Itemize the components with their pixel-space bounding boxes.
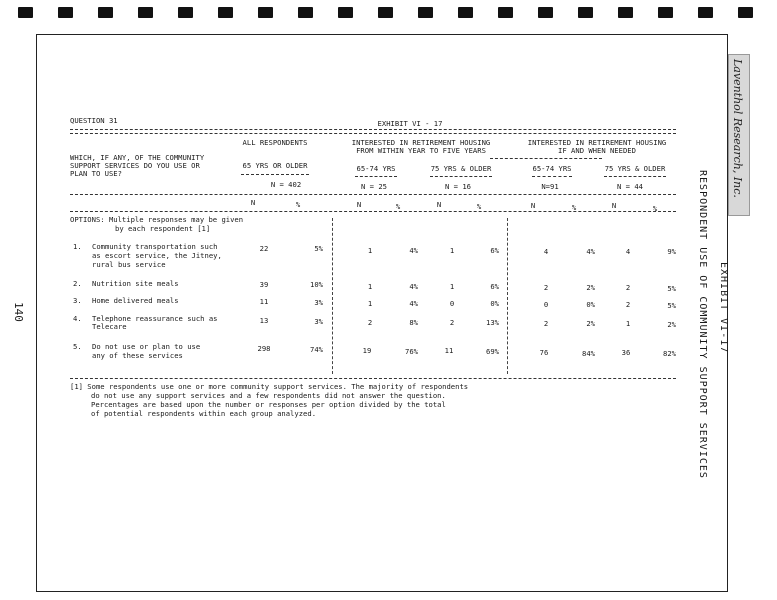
cell-value: 1 [367,246,373,255]
row-label-line: Nutrition site meals [92,279,179,288]
group-when-needed-line-2: IF AND WHEN NEEDED [558,146,636,155]
cell-value: 13 [259,316,269,325]
cell-value: 1 [625,319,631,328]
binder-hole [498,7,513,18]
binder-hole [218,7,233,18]
cell-value: 5% [314,244,323,253]
cell-value: 3% [314,298,323,307]
cell-value: 82% [663,349,676,358]
cell-value: 1 [449,246,455,255]
row-label-line: Telephone reassurance such as [92,314,218,323]
cell-value: 11 [444,346,454,355]
row-number: 5. [73,342,82,351]
binder-holes [0,7,777,21]
options-note-line-2: by each respondent [1] [115,224,211,233]
binder-hole [298,7,313,18]
cell-value: 2% [586,283,595,292]
binder-hole [658,7,673,18]
binder-hole [258,7,273,18]
cell-value: 4% [409,246,418,255]
cell-value: 2 [367,318,373,327]
subgroup-a-age: 65-74 YRS [356,164,396,173]
binder-hole [18,7,33,18]
cell-value: 22 [259,244,269,253]
cell-value: 19 [362,346,372,355]
group-five-years-line-1: INTERESTED IN RETIREMENT HOUSING [351,138,491,147]
exhibit-label: EXHIBIT VI - 17 [377,119,443,128]
cell-value: 1 [367,282,373,291]
cell-value: 5% [667,301,676,310]
subgroup-d-age: 75 YRS & OLDER [604,164,666,173]
cell-value: 298 [257,344,271,353]
cell-value: 4% [409,282,418,291]
row-label-line: Telecare [92,322,127,331]
binder-hole [138,7,153,18]
header-rule [70,194,676,195]
col-pct: % [295,200,301,209]
row-number: 3. [73,296,82,305]
cell-value: 76 [539,348,549,357]
cell-value: 74% [310,345,323,354]
col-pct: % [652,204,658,213]
cell-value: 76% [405,347,418,356]
col-n: N [530,201,536,210]
cell-value: 4% [586,247,595,256]
table-bottom-rule [70,378,676,379]
question-label: QUESTION 31 [70,116,118,125]
cell-value: 13% [486,318,499,327]
row-label-line: rural bus service [92,260,166,269]
cell-value: 9% [667,247,676,256]
subgroup-underline [430,176,492,177]
question-line-1: WHICH, IF ANY, OF THE COMMUNITY [70,153,205,162]
question-line-2: SUPPORT SERVICES DO YOU USE OR [70,161,200,170]
row-label-line: Do not use or plan to use [92,342,201,351]
binder-hole [538,7,553,18]
subgroup-underline [241,174,309,175]
binder-hole [578,7,593,18]
question-line-3: PLAN TO USE? [70,169,122,178]
col-pct: % [571,203,577,212]
page-frame [36,34,728,592]
company-logo [728,54,750,216]
binder-hole [98,7,113,18]
n-subgroup-b: N = 16 [445,182,471,191]
n-subgroup-d: N = 44 [617,182,643,191]
col-n: N [436,200,442,209]
binder-hole [178,7,193,18]
cell-value: 84% [582,349,595,358]
subgroup-b-age: 75 YRS & OLDER [430,164,492,173]
col-pct: % [476,202,482,211]
col-pct: % [395,202,401,211]
logo-text: Laventhol Research, Inc. [731,59,744,198]
subgroup-underline [355,176,397,177]
row-label-line: any of these services [92,351,183,360]
cell-value: 39 [259,280,269,289]
cell-value: 3% [314,317,323,326]
cell-value: 4 [625,247,631,256]
group-underline [490,158,602,159]
n-all: N = 402 [270,180,302,189]
binder-hole [338,7,353,18]
footnote-line: do not use any support services and a few respondents did not answer the question. [91,391,446,400]
binder-hole [698,7,713,18]
footnote-line: of potential respondents within each group analyzed. [91,409,317,418]
col-n: N [611,201,617,210]
cell-value: 0% [586,300,595,309]
cell-value: 36 [621,348,631,357]
footnote-line: Percentages are based upon the number or responses per option divided by the total [91,400,446,409]
binder-hole [58,7,73,18]
cell-value: 2% [667,320,676,329]
cell-value: 0% [490,299,499,308]
side-title: RESPONDENT USE OF COMMUNITY SUPPORT SERVICES [697,170,708,479]
cell-value: 69% [486,347,499,356]
row-label-line: Home delivered meals [92,296,179,305]
side-exhibit-label: EXHIBIT VI-17 [718,262,729,354]
group-separator [507,218,508,374]
cell-value: 6% [490,282,499,291]
cell-value: 2 [543,283,549,292]
subgroup-underline [532,176,572,177]
cell-value: 4% [409,299,418,308]
subgroup-underline [604,176,666,177]
row-label-line: Community transportation such [92,242,218,251]
cell-value: 0 [543,300,549,309]
cell-value: 11 [259,297,269,306]
row-label-line: as escort service, the Jitney, [92,251,222,260]
cell-value: 2 [449,318,455,327]
col-n: N [250,198,256,207]
cell-value: 4 [543,247,549,256]
cell-value: 6% [490,246,499,255]
group-separator [332,218,333,374]
binder-hole [618,7,633,18]
binder-hole [738,7,753,18]
cell-value: 8% [409,318,418,327]
binder-hole [418,7,433,18]
cell-value: 10% [310,280,323,289]
row-number: 4. [73,314,82,323]
group-five-years-line-2: FROM WITHIN YEAR TO FIVE YEARS [356,146,486,155]
cell-value: 5% [667,284,676,293]
col-n: N [356,200,362,209]
subgroup-all-age: 65 YRS OR OLDER [242,161,308,170]
subgroup-c-age: 65-74 YRS [532,164,572,173]
cell-value: 2 [625,283,631,292]
cell-value: 0 [449,299,455,308]
binder-hole [378,7,393,18]
cell-value: 1 [367,299,373,308]
header-rule [70,211,676,212]
cell-value: 2 [625,300,631,309]
header-double-rule [70,129,676,134]
row-number: 1. [73,242,82,251]
page-number: 140 [12,302,25,322]
cell-value: 1 [449,282,455,291]
cell-value: 2% [586,319,595,328]
footnote-line: [1] Some respondents use one or more community support services. The majority of respondents [70,382,469,391]
cell-value: 2 [543,319,549,328]
group-all-respondents: ALL RESPONDENTS [242,138,308,147]
n-subgroup-a: N = 25 [361,182,387,191]
options-note-line-1: OPTIONS: Multiple responses may be given [70,215,244,224]
binder-hole [458,7,473,18]
n-subgroup-c: N=91 [541,182,559,191]
group-when-needed-line-1: INTERESTED IN RETIREMENT HOUSING [527,138,667,147]
row-number: 2. [73,279,82,288]
